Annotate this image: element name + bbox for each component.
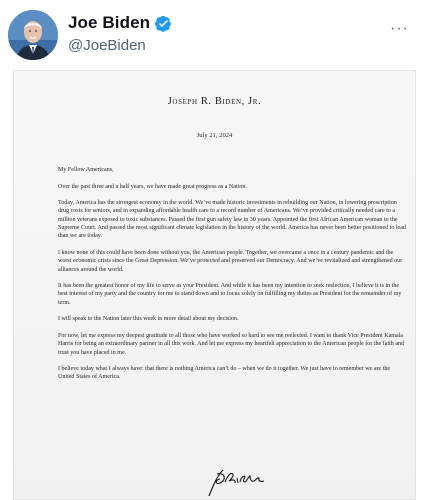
more-options-icon[interactable]: ··· [390, 20, 409, 37]
letter-paragraph: It has been the greatest honor of my life to serve as your President. And while it has been my intention to seek reelection, I believe it is in the best interest of my party and the country for me to stand down and to focus solely on fulfilling my duties as President for the remainder of my term. [58, 283, 402, 306]
letter-paragraph: For now, let me express my deepest gratitude to all those who have worked so hard to see me reelected. I want to thank Vice President Kamala Harris for being an extraordinary partner in all this work. And let me express my heartfelt appreciation to the American people for the faith and trust you have placed in me. [58, 332, 405, 356]
letter-body [58, 166, 408, 390]
letter-paragraph: I will speak to the Nation later this week in more detail about my decision. [58, 316, 239, 323]
letterhead: Joseph R. Biden, Jr. [167, 96, 262, 107]
letter-image[interactable] [13, 70, 416, 500]
display-name[interactable]: Joe Biden [68, 13, 151, 32]
name-row [68, 13, 172, 33]
post-header [0, 0, 421, 70]
salutation: My Fellow Americans, [58, 167, 114, 173]
signature-image [203, 466, 273, 498]
letter-paragraph: Today, America has the strongest economy in the world. We’ve made historic investments in rebuilding our Nation, in lowering prescription drug costs for seniors, and in expanding affordable health care to a record number of Americans. We’ve provided critically needed care to a million veterans exposed to toxic substances. Passed the first gun safety law in 30 years. Appointed the first African American woman to the Supreme Court. And passed the most significant climate legislation in the history of the world. America has never been better positioned to lead than we are today. [58, 200, 406, 240]
user-handle[interactable]: @JoeBiden [68, 37, 146, 54]
letter-paragraph: I believe today what I always have: that there is nothing America can’t do – when we do it together. We just have to remember we are the United States of America. [58, 366, 391, 381]
avatar-photo [8, 10, 58, 60]
verified-badge-icon [155, 15, 172, 32]
letter-paragraph: Over the past three and a half years, we have made great progress as a Nation. [58, 183, 247, 190]
letter-paragraph: I know none of this could have been done without you, the American people. Together, we overcame a once in a century pandemic and the worst economic crisis since the Great Depression. We’ve protected and preserved our Democracy. And we’ve revitalized and strengthened our alliances around the world. [58, 249, 403, 273]
letter-date: July 21, 2024 [196, 132, 233, 139]
avatar[interactable] [8, 10, 58, 60]
